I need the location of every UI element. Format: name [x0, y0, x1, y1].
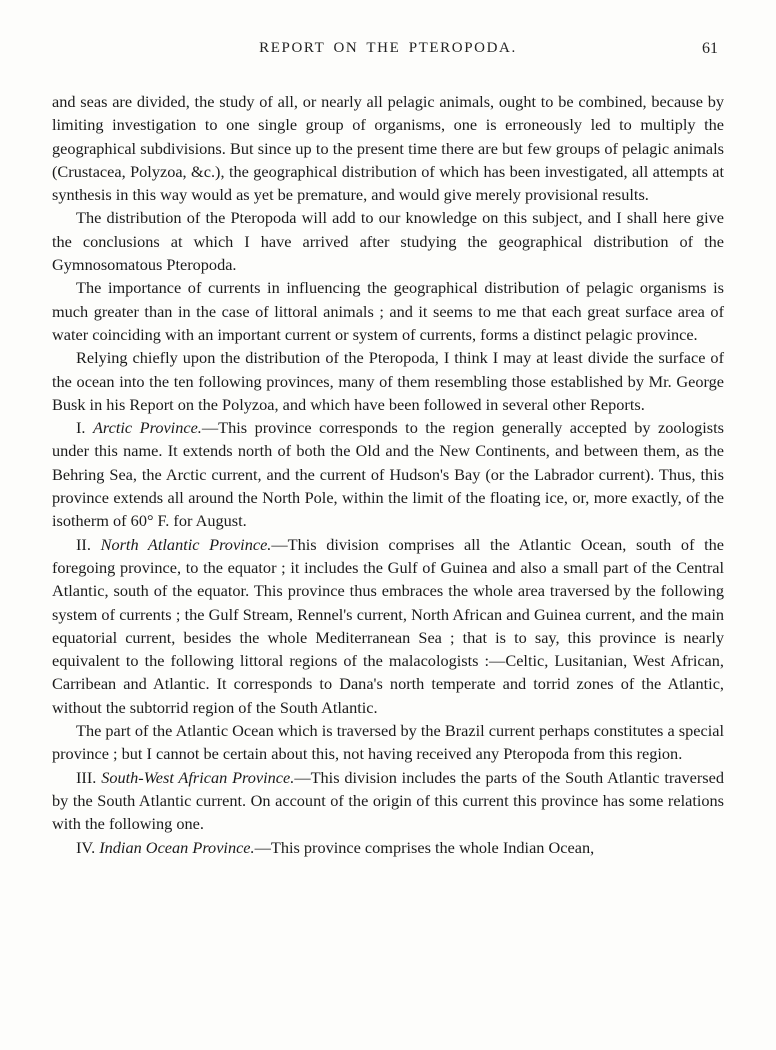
paragraph	[52, 90, 724, 206]
running-header	[52, 40, 724, 66]
page-body	[52, 90, 724, 859]
province-name-italic: North Atlantic Province.	[100, 534, 272, 554]
text-segment: Relying chiefly upon the distribution of the Pteropoda, I think I may at least divide the surface of the ocean into the ten following provinces, many of them resembling those established by Mr. George Busk in his Report on the Polyzoa, and which have been followed in several other Reports.	[52, 348, 724, 414]
page-number: 61	[702, 40, 718, 57]
paragraph	[52, 533, 724, 719]
text-segment: The distribution of the Pteropoda will add to our knowledge on this subject, and I shall here give the conclusions at which I have arrived after studying the geographical distribution of the Gymnosomatous Pteropoda.	[52, 208, 724, 275]
text-segment: III.	[76, 767, 102, 787]
text-segment: —This province corresponds to the region generally accepted by zoologists under this name. It extends north of both the Old and the New Continents, and between them, as the Behring Sea, the Arctic current, and the current of Hudson's Bay (or the Labrador current). Thus, this province extends all around the North Pole, within the limit of the floating ice, or, more exactly, of the isotherm of 60° F. for August.	[52, 418, 725, 531]
header-title: REPORT ON THE PTEROPODA.	[259, 40, 517, 56]
text-segment: The importance of currents in influencing the geographical distribution of pelagic organisms is much greater than in the case of littoral animals ; and it seems to me that each great surface area of water coinciding with an important current or system of currents, forms a distinct pelagic province.	[52, 278, 724, 344]
text-segment: IV.	[76, 837, 100, 857]
paragraph	[52, 719, 724, 766]
paragraph	[52, 276, 724, 346]
province-name-italic: South-West African Province.	[101, 767, 295, 787]
paragraph	[52, 206, 724, 276]
text-segment: —This province comprises the whole Indian Ocean,	[254, 837, 595, 857]
text-segment: The part of the Atlantic Ocean which is traversed by the Brazil current perhaps constitutes a special province ; but I cannot be certain about this, not having received any Pteropoda from this region.	[52, 721, 724, 764]
text-segment: —This division includes the parts of the South Atlantic traversed by the South Atlantic current. On account of the origin of this current this province has some relations with the following one.	[52, 767, 725, 834]
paragraph	[52, 416, 724, 532]
text-segment: —This division comprises all the Atlantic Ocean, south of the foregoing province, to the equator ; it includes the Gulf of Guinea and also a small part of the Central Atlantic, south of the equator. This province thus embraces the whole area traversed by the following system of currents ; the Gulf Stream, Rennel's current, North African and Guinea current, and the main equatorial current, besides the whole Mediterranean Sea ; that is to say, this province is nearly equivalent to the following littoral regions of the malacologists :—Celtic, Lusitanian, West African, Carribean and Atlantic. It corresponds to Dana's north temperate and torrid zones of the Atlantic, without the subtorrid region of the South Atlantic.	[52, 534, 725, 717]
text-segment: I.	[76, 418, 93, 438]
text-segment: and seas are divided, the study of all, or nearly all pelagic animals, ought to be combined, because by limiting investigation to one single group of organisms, one is erroneously led to multiply the geographical subdivisions. But since up to the present time there are but few groups of pelagic animals (Crustacea, Polyzoa, &c.), the geographical distribution of which has been investigated, all attempts at synthesis in this way would as yet be premature, and would give merely provisional results.	[52, 92, 724, 205]
paragraph	[52, 836, 724, 859]
text-segment: II.	[76, 534, 101, 554]
province-name-italic: Indian Ocean Province.	[99, 837, 255, 857]
paragraph	[52, 766, 724, 836]
paragraph	[52, 346, 724, 416]
province-name-italic: Arctic Province.	[92, 418, 202, 438]
